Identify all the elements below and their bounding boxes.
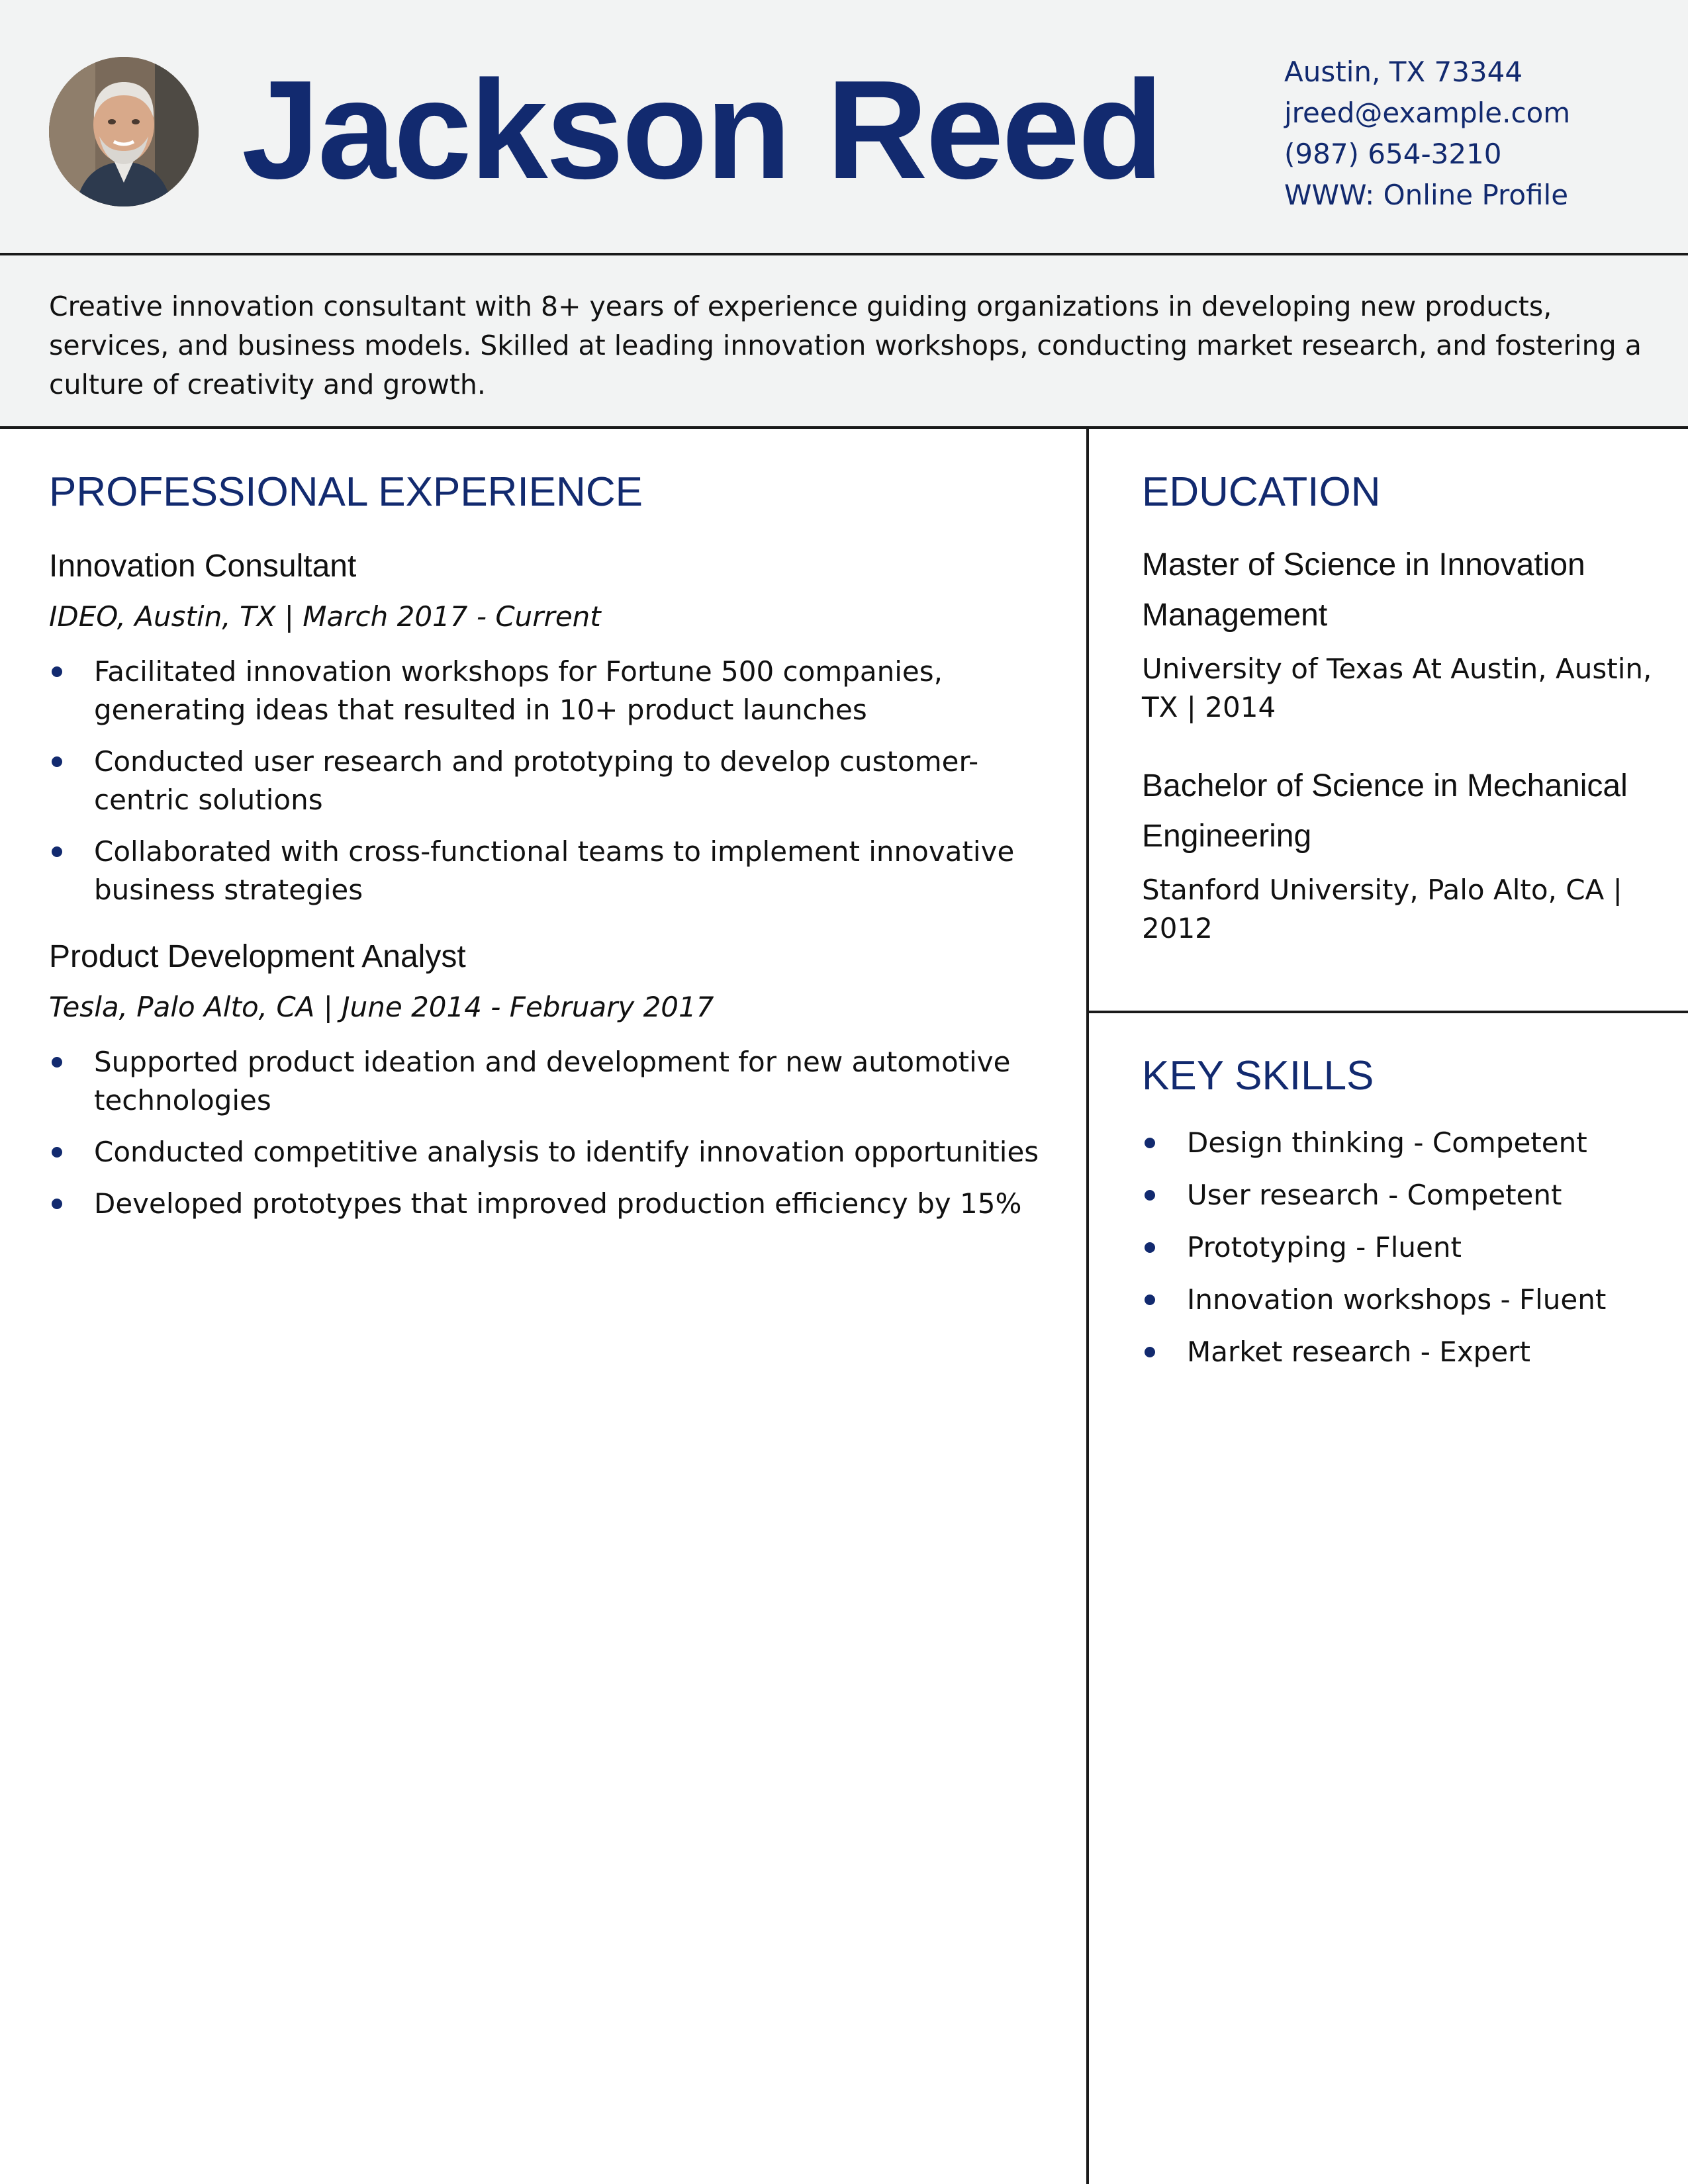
bullet-dot-icon [1145,1190,1155,1201]
experience-section [49,467,1062,1236]
list-item [49,833,1062,909]
summary-band [0,255,1688,429]
bullet-text: Conducted user research and prototyping to develop customer-centric solutions [94,745,979,816]
skill-text: Market research - Expert [1187,1336,1530,1368]
contact-phone[interactable]: (987) 654-3210 [1284,138,1502,170]
profile-photo [49,57,199,206]
job-meta: IDEO, Austin, TX | March 2017 - Current [49,600,601,633]
education-section [1142,467,1665,948]
list-item [1142,1228,1665,1267]
bullet-dot-icon [1145,1347,1155,1357]
right-column-divider [1089,1011,1688,1013]
experience-heading: PROFESSIONAL EXPERIENCE [49,469,643,515]
contact-block [1284,52,1668,216]
bullet-text: Facilitated innovation workshops for Fortune 500 companies, generating ideas that resulted in 10+ product launches [94,655,943,726]
bullet-dot-icon [1145,1138,1155,1148]
bullet-dot-icon [1145,1242,1155,1253]
contact-email[interactable]: jreed@example.com [1284,97,1571,129]
bullet-text: Conducted competitive analysis to identify innovation opportunities [94,1136,1039,1168]
list-item [49,1185,1062,1223]
skills-section [1142,1051,1665,1385]
bullet-text: Supported product ideation and development for new automotive technologies [94,1046,1011,1116]
bullet-dot-icon [52,1057,62,1068]
column-divider [1086,429,1089,2184]
bullet-dot-icon [52,846,62,857]
bullet-dot-icon [52,1199,62,1209]
job-entry [49,541,1062,909]
bullet-text: Collaborated with cross-functional teams to implement innovative business strategies [94,835,1015,906]
education-entry [1142,540,1665,727]
list-item [1142,1176,1665,1214]
bullet-dot-icon [52,1147,62,1158]
skill-text: Innovation workshops - Fluent [1187,1283,1607,1316]
list-item [49,653,1062,729]
contact-website[interactable]: WWW: Online Profile [1284,179,1569,211]
list-item [49,1133,1062,1171]
skills-list [1142,1124,1665,1371]
header-band [0,0,1688,255]
education-school: University of Texas At Austin, Austin, TX | 2014 [1142,653,1652,723]
education-school: Stanford University, Palo Alto, CA | 2012 [1142,874,1622,944]
job-role: Innovation Consultant [49,549,357,584]
candidate-name: Jackson Reed [242,51,1162,208]
education-degree: Master of Science in Innovation Management [1142,547,1585,633]
bullet-dot-icon [1145,1295,1155,1305]
contact-location: Austin, TX 73344 [1284,56,1523,88]
list-item [1142,1124,1665,1162]
skill-text: Prototyping - Fluent [1187,1231,1462,1263]
list-item [1142,1281,1665,1319]
list-item [1142,1333,1665,1371]
bullet-dot-icon [52,666,62,677]
list-item [49,743,1062,819]
education-heading: EDUCATION [1142,469,1381,515]
job-entry [49,932,1062,1223]
bullet-dot-icon [52,756,62,767]
job-bullets [49,1043,1062,1223]
education-entry [1142,761,1665,948]
education-degree: Bachelor of Science in Mechanical Engineering [1142,768,1628,854]
bullet-text: Developed prototypes that improved production efficiency by 15% [94,1187,1022,1220]
list-item [49,1043,1062,1120]
job-bullets [49,653,1062,909]
job-role: Product Development Analyst [49,939,466,974]
profile-photo-illustration [49,57,199,206]
skills-heading: KEY SKILLS [1142,1053,1374,1099]
job-meta: Tesla, Palo Alto, CA | June 2014 - February 2017 [49,991,714,1023]
skill-text: User research - Competent [1187,1179,1562,1211]
summary-text: Creative innovation consultant with 8+ years of experience guiding organizations in developing new products, services, and business models. Skilled at leading innovation workshops, conducting market research, and fostering a culture of creativity and growth. [49,291,1642,400]
skill-text: Design thinking - Competent [1187,1126,1587,1159]
